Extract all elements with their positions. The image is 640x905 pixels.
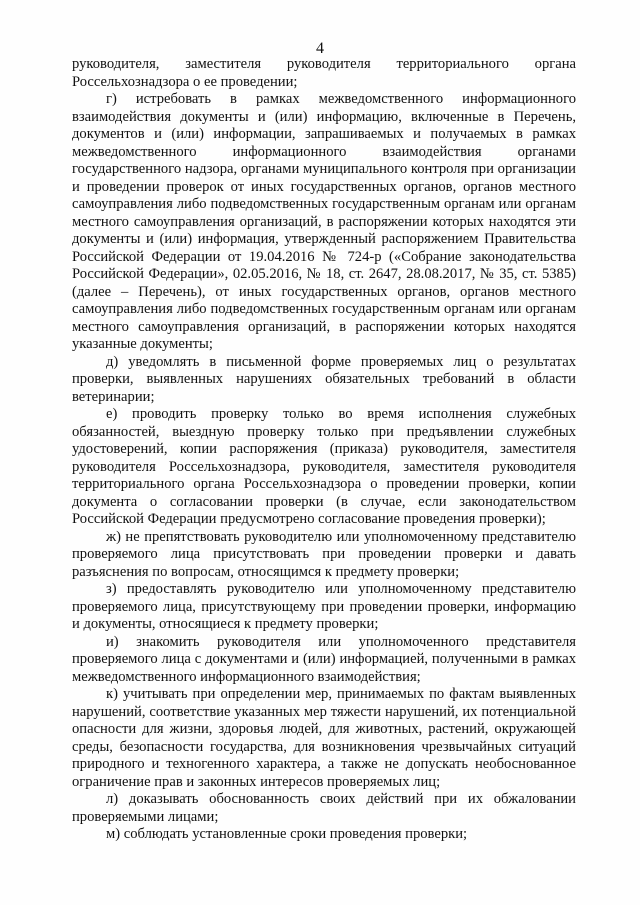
- paragraph-item-e: е) проводить проверку только во время исполнения служебных обязанностей, выездную проверку только при предъявлении служебных удостоверений, копии распоряжения (приказа) руководителя, заместителя руководителя Россельхознадзора, руководителя, заместителя руководителя территориального органа Россельхознадзора о проведении проверки, копии документа о согласовании проверки (в случае, если законодательством Российской Федерации предусмотрено согласование проведения проверки);: [72, 406, 576, 527]
- paragraph-item-d: д) уведомлять в письменной форме проверяемых лиц о результатах проверки, выявленных нарушениях обязательных требований в области ветеринарии;: [72, 353, 576, 405]
- document-body: [72, 56, 576, 844]
- paragraph-item-m: м) соблюдать установленные сроки проведения проверки;: [106, 826, 468, 842]
- paragraph-item-g: г) истребовать в рамках межведомственного информационного взаимодействия документы и (или) информацию, включенные в Перечень, документов и (или) информации, запрашиваемых и получаемых в рамках межведомственного информационного взаимодействия органами государственного надзора, органами муниципального контроля при организации и проведении проверок от иных государственных органов, органов местного самоуправления либо подведомственных государственным органам или органам местного самоуправления организаций, в распоряжении которых находятся эти документы и (или) информация, утвержденный распоряжением Правительства Российской Федерации от 19.04.2016 № 724-р («Собрание законодательства Российской Федерации», 02.05.2016, № 18, ст. 2647, 28.08.2017, № 35, ст. 5385) (далее – Перечень), от иных государственных органов, органов местного самоуправления либо подведомственных государственным органам или органам местного самоуправления организаций, в распоряжении которых находятся указанные документы;: [72, 91, 576, 352]
- page-number: 4: [316, 40, 324, 57]
- paragraph-item-l: л) доказывать обоснованность своих действий при их обжаловании проверяемыми лицами;: [72, 791, 576, 825]
- paragraph-continuation: руководителя, заместителя руководителя территориального органа Россельхознадзора о ее проведении;: [72, 56, 576, 90]
- paragraph-item-i: и) знакомить руководителя или уполномоченного представителя проверяемого лица с документами и (или) информацией, полученными в рамках межведомственного информационного взаимодействия;: [72, 633, 576, 685]
- paragraph-item-zh: ж) не препятствовать руководителю или уполномоченному представителю проверяемого лица присутствовать при проведении проверки и давать разъяснения по вопросам, относящимся к предмету проверки;: [72, 528, 576, 580]
- paragraph-item-k: к) учитывать при определении мер, принимаемых по фактам выявленных нарушений, соответствие указанных мер тяжести нарушений, их потенциальной опасности для жизни, здоровья людей, для животных, растений, окружающей среды, безопасности государства, для возникновения чрезвычайных ситуаций природного и техногенного характера, а также не допускать необоснованное ограничение прав и законных интересов проверяемых лиц;: [72, 686, 576, 790]
- paragraph-item-z: з) предоставлять руководителю или уполномоченному представителю проверяемого лица, присутствующему при проведении проверки, информацию и документы, относящиеся к предмету проверки;: [72, 581, 576, 632]
